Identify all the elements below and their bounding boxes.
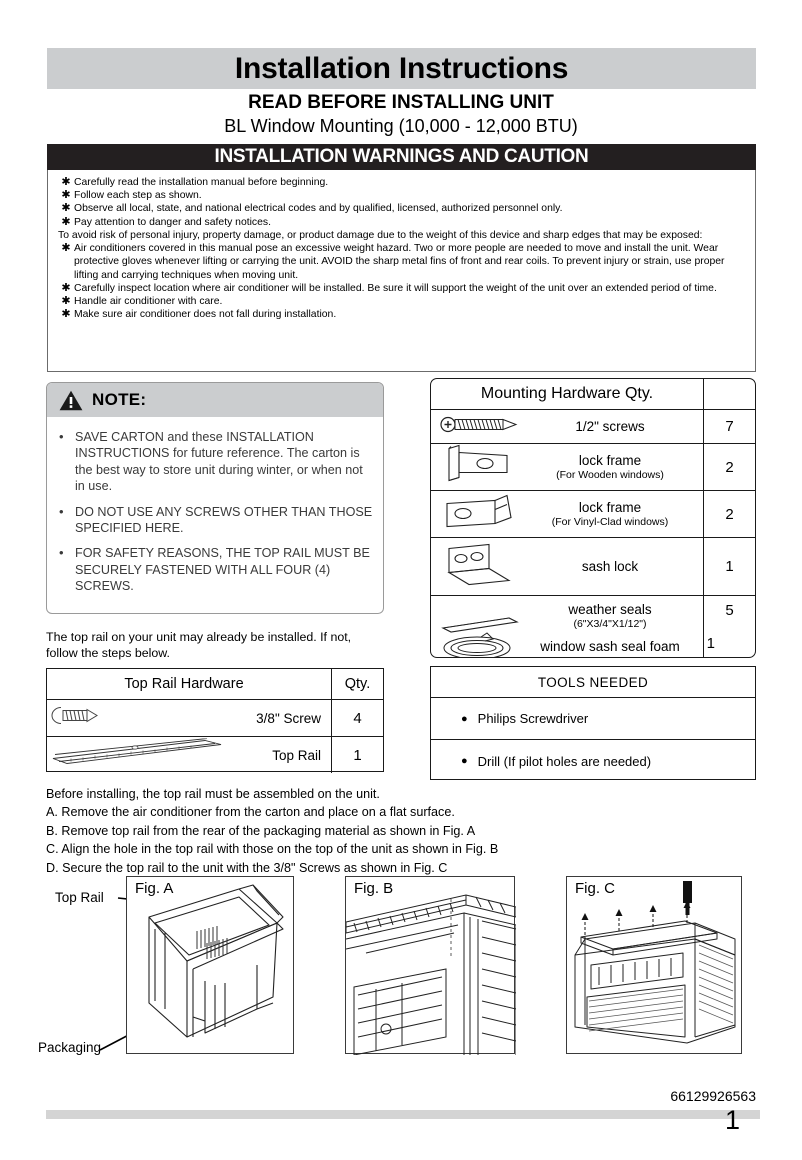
note-list-item (59, 429, 373, 495)
bullet-icon: • (59, 503, 64, 519)
warnings-banner (47, 144, 756, 170)
hardware-cell (431, 491, 703, 537)
seal-qty: 5 (703, 596, 755, 658)
hardware-label: lock frame (578, 499, 642, 515)
screwdriver-icon (683, 881, 692, 915)
steps-intro: Before installing, the top rail must be assembled on the unit. (46, 787, 380, 801)
table-row (431, 410, 755, 444)
asterisk-icon: ✱ (61, 202, 71, 215)
subtitle-model: BL Window Mounting (10,000 - 12,000 BTU) (224, 116, 578, 136)
rail-hardware-cell (47, 737, 331, 773)
bullet-icon: ● (461, 755, 468, 767)
seal-sublabel: (6"X3/4"X1/12") (573, 617, 647, 630)
note-list-item (59, 504, 373, 537)
warning-bullet (58, 176, 745, 189)
hardware-label: 1/2" screws (575, 418, 645, 434)
asterisk-icon: ✱ (61, 308, 71, 321)
warning-text: Carefully read the installation manual before beginning. (74, 177, 329, 188)
warning-bullet (58, 242, 745, 282)
tool-label: Drill (If pilot holes are needed) (477, 753, 652, 769)
bullet-icon: • (59, 545, 64, 561)
note-heading: NOTE: (92, 390, 147, 409)
warning-text: Handle air conditioner with care. (74, 295, 223, 307)
sash-lock-icon (437, 538, 523, 595)
figure-a-callout-packaging: Packaging (38, 1040, 102, 1055)
top-rail-icon (49, 739, 225, 772)
table-header-row (47, 669, 383, 700)
asterisk-icon: ✱ (61, 189, 71, 202)
page-title-bar (47, 48, 756, 89)
hardware-qty: 2 (703, 491, 755, 537)
warning-bullet (58, 189, 745, 202)
screw-icon (437, 416, 523, 437)
figure-c-caption: Fig. C (575, 880, 616, 897)
table-row (47, 737, 383, 773)
rail-hardware-cell (47, 700, 331, 736)
top-rail-hardware-table (46, 668, 384, 772)
lock-frame-wooden-icon (437, 443, 523, 492)
warning-bullet (58, 308, 745, 321)
footer-bar (46, 1110, 760, 1119)
table-row (431, 491, 755, 538)
hardware-cell (431, 410, 703, 443)
note-header (47, 383, 383, 417)
hardware-cell (431, 538, 703, 595)
asterisk-icon: ✱ (61, 281, 71, 294)
tool-list-item (431, 740, 755, 782)
note-item-text: FOR SAFETY REASONS, THE TOP RAIL MUST BE SECURELY FASTENED WITH ALL FOUR (4) SCREWS. (75, 546, 370, 594)
hardware-sublabel: (For Vinyl-Clad windows) (551, 515, 669, 528)
hardware-label: lock frame (578, 452, 642, 468)
page-number: 1 (724, 1105, 740, 1135)
warning-text: Pay attention to danger and safety notices. (74, 216, 271, 228)
rail-hardware-qty: 4 (331, 700, 383, 736)
note-list-item (59, 545, 373, 594)
rail-hardware-label: 3/8" Screw (256, 710, 321, 726)
step-a: A. Remove the air conditioner from the carton and place on a flat surface. (46, 805, 455, 819)
hardware-table-title: Mounting Hardware Qty. (480, 385, 654, 402)
table-row-seals (431, 596, 755, 658)
hardware-cell (431, 444, 703, 490)
short-screw-icon (51, 706, 111, 731)
figure-b-caption: Fig. B (354, 880, 394, 897)
warning-bullet (58, 295, 745, 308)
figure-c (566, 876, 742, 1054)
asterisk-icon: ✱ (61, 242, 71, 255)
page-title: Installation Instructions (234, 51, 569, 85)
rail-qty-header: Qty. (331, 669, 383, 699)
warning-text: Make sure air conditioner does not fall during installation. (74, 309, 337, 321)
lock-frame-vinyl-icon (437, 490, 523, 539)
tool-list-item (431, 698, 755, 740)
top-rail-note: The top rail on your unit may already be installed. If not, follow the steps below. (46, 630, 352, 660)
hardware-qty: 1 (703, 538, 755, 595)
hardware-label: sash lock (581, 558, 639, 574)
warning-triangle-icon (59, 390, 83, 411)
tools-table-title: TOOLS NEEDED (537, 674, 649, 690)
rail-hardware-label: Top Rail (272, 747, 321, 763)
note-item-text: SAVE CARTON and these INSTALLATION INSTRUCTIONS for future reference. The carton is the best way to store unit during winter, or when not in use. (75, 430, 363, 494)
warnings-intro-paragraph: To avoid risk of personal injury, property damage, or product damage due to the weight of this device and sharp edges that may be exposed: (58, 229, 703, 241)
part-number: 66129926563 (670, 1088, 756, 1104)
table-row (47, 700, 383, 737)
tools-needed-table (430, 666, 756, 780)
hardware-qty: 2 (703, 444, 755, 490)
table-row (431, 444, 755, 491)
table-header-row (431, 379, 755, 410)
rail-hardware-qty: 1 (331, 737, 383, 773)
hardware-sublabel: (For Wooden windows) (556, 468, 664, 481)
figure-a-callout-top-rail: Top Rail (55, 890, 104, 905)
figure-a-caption: Fig. A (135, 880, 174, 897)
asterisk-icon: ✱ (61, 215, 71, 228)
table-row (431, 538, 755, 596)
bullet-icon: ● (461, 712, 468, 725)
warnings-box (47, 170, 756, 372)
table-header-row (431, 667, 755, 698)
sash-seal-foam-icon (437, 632, 523, 658)
mounting-hardware-table (430, 378, 756, 658)
hardware-qty: 7 (703, 410, 755, 443)
asterisk-icon: ✱ (61, 176, 71, 188)
warning-text: Carefully inspect location where air conditioner will be installed. Be sure it will support the weight of the unit over an extended period of time. (74, 282, 717, 294)
warning-bullet (58, 202, 745, 215)
warning-text: Follow each step as shown. (74, 190, 202, 202)
figure-b (345, 876, 515, 1054)
warning-bullet (58, 282, 745, 295)
rail-table-title: Top Rail Hardware (124, 676, 244, 692)
tool-label: Philips Screwdriver (477, 711, 589, 726)
seal-label: window sash seal foam (540, 638, 680, 654)
seal-label: weather seals (568, 601, 652, 617)
foam-qty: 1 (706, 635, 715, 652)
step-c: C. Align the hole in the top rail with those on the top of the unit as shown in Fig. B (46, 842, 499, 856)
hardware-qty-header (703, 379, 755, 409)
note-item-text: DO NOT USE ANY SCREWS OTHER THAN THOSE SPECIFIED HERE. (75, 504, 373, 536)
note-box (46, 382, 384, 614)
note-body (47, 417, 383, 595)
warning-text: Observe all local, state, and national electrical codes and by qualified, licensed, authorized personnel only. (74, 203, 563, 215)
figure-a (126, 876, 294, 1054)
step-b: B. Remove top rail from the rear of the packaging material as shown in Fig. A (46, 823, 476, 838)
bullet-icon: • (59, 429, 64, 444)
subtitle-read-before: READ BEFORE INSTALLING UNIT (248, 92, 554, 113)
seal-cell (431, 596, 703, 658)
warning-bullet (58, 216, 745, 229)
warnings-banner-label: INSTALLATION WARNINGS AND CAUTION (214, 146, 589, 167)
asterisk-icon: ✱ (61, 294, 71, 307)
step-d: D. Secure the top rail to the unit with the 3/8" Screws as shown in Fig. C (46, 860, 448, 875)
warning-text: Air conditioners covered in this manual pose an excessive weight hazard. Two or more people are needed to move and install the unit. Wear protective gloves whenever lifting or carrying the unit. AVOID the sharp metal fins of front and rear coils. To prevent injury or strain, use proper lifting and carrying techniques when moving unit. (74, 243, 725, 281)
